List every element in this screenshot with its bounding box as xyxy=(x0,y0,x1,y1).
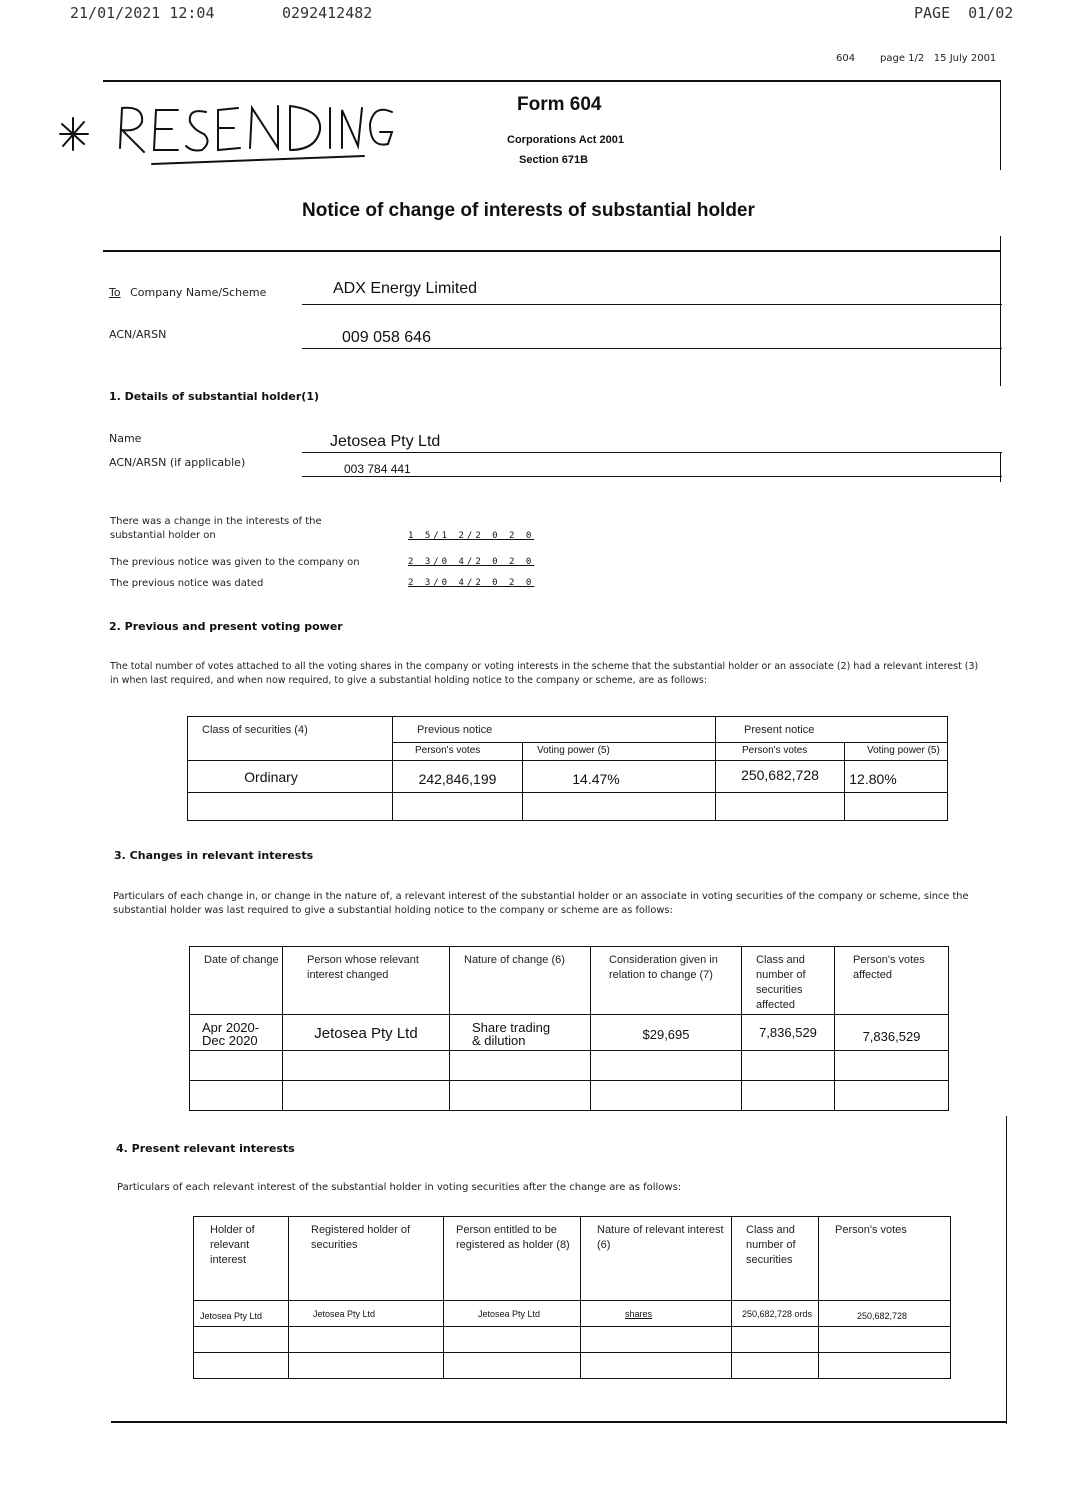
form-code: 604 xyxy=(836,53,856,64)
section3-intro-line2: substantial holder was last required to give a substantial holding notice to the company or scheme are as follows: xyxy=(113,905,673,916)
bottom-rule xyxy=(111,1421,1007,1423)
acn-label: ACN/ARSN xyxy=(109,328,167,341)
form-page-info: page 1/2 15 July 2001 xyxy=(880,53,997,64)
form-act: Corporations Act 2001 xyxy=(507,134,624,146)
holder-name-label: Name xyxy=(109,432,142,445)
ch-class-number: 7,836,529 xyxy=(742,1015,835,1051)
vp-col-previous: Previous notice xyxy=(393,717,716,743)
pi-class-number: 250,682,728 ords xyxy=(732,1301,819,1327)
ch-row-empty-1 xyxy=(190,1051,949,1081)
pi-row-empty-1 xyxy=(194,1327,951,1353)
ch-row-empty-2 xyxy=(190,1081,949,1111)
holder-acn-underline xyxy=(302,476,1002,477)
vp-col-pres-power: Voting power (5) xyxy=(845,743,948,761)
section1-title: 1. Details of substantial holder(1) xyxy=(109,390,320,403)
vp-col-present: Present notice xyxy=(716,717,948,743)
ch-col-class-number: Class and number of securities affected xyxy=(742,947,835,1015)
pi-col-nature: Nature of relevant interest (6) xyxy=(581,1217,732,1301)
fax-number: 0292412482 xyxy=(282,4,373,22)
right-frame-s1 xyxy=(1000,452,1001,482)
vp-class: Ordinary xyxy=(188,761,393,793)
vp-col-class: Class of securities (4) xyxy=(188,717,393,761)
ch-consideration: $29,695 xyxy=(591,1015,742,1051)
holder-name-underline xyxy=(302,452,1002,453)
form-title: Form 604 xyxy=(517,94,602,115)
pi-nature: shares xyxy=(581,1301,732,1327)
pi-col-entitled: Person entitled to be registered as holder (8) xyxy=(444,1217,581,1301)
to-prefix: To xyxy=(109,286,121,299)
heading-rule xyxy=(103,250,1001,252)
pi-row xyxy=(194,1301,951,1327)
pi-col-holder: Holder of relevant interest xyxy=(194,1217,289,1301)
change-date: 1 5/1 2/2 0 2 0 xyxy=(408,531,535,541)
section3-intro xyxy=(113,890,993,918)
ch-date: Apr 2020- Dec 2020 xyxy=(190,1015,283,1051)
fax-datetime: 21/01/2021 12:04 xyxy=(70,4,215,22)
ch-votes: 7,836,529 xyxy=(835,1015,949,1051)
change-label-1: There was a change in the interests of the xyxy=(110,516,322,527)
vp-row xyxy=(188,761,948,793)
change-label-2: substantial holder on xyxy=(110,530,216,541)
section4-intro: Particulars of each relevant interest of the substantial holder in voting securities after the change are as follows: xyxy=(117,1182,682,1193)
pi-entitled: Jetosea Pty Ltd xyxy=(444,1301,581,1327)
vp-row-empty xyxy=(188,793,948,821)
section3-title: 3. Changes in relevant interests xyxy=(114,849,314,862)
fax-page: PAGE 01/02 xyxy=(914,4,1014,22)
section2-title: 2. Previous and present voting power xyxy=(109,620,343,633)
pi-col-registered: Registered holder of securities xyxy=(289,1217,444,1301)
prev-given-label: The previous notice was given to the company on xyxy=(110,557,360,568)
holder-name-value: Jetosea Pty Ltd xyxy=(330,433,441,450)
prev-dated-label: The previous notice was dated xyxy=(110,578,264,589)
ch-col-nature: Nature of change (6) xyxy=(450,947,591,1015)
vp-col-pres-votes: Person's votes xyxy=(716,743,845,761)
ch-col-person: Person whose relevant interest changed xyxy=(283,947,450,1015)
vp-pres-votes: 250,682,728 xyxy=(716,761,845,793)
holder-acn-value: 003 784 441 xyxy=(344,462,411,476)
top-rule xyxy=(103,80,1001,82)
company-underline xyxy=(302,304,1002,305)
vp-prev-power: 14.47% xyxy=(523,761,716,793)
section2-intro-line2: in when last required, and when now required, to give a substantial holding notice to the company or scheme, are as follows: xyxy=(110,675,708,686)
to-company-row xyxy=(109,286,266,299)
prev-dated-date: 2 3/0 4/2 0 2 0 xyxy=(408,578,535,588)
resending-handwriting-drawing xyxy=(58,92,398,178)
pi-col-votes: Person's votes xyxy=(819,1217,951,1301)
vp-prev-votes: 242,846,199 xyxy=(393,761,523,793)
voting-power-table xyxy=(187,716,948,821)
right-frame-bottom xyxy=(1006,1116,1007,1424)
ch-col-votes: Person's votes affected xyxy=(835,947,949,1015)
acn-underline xyxy=(302,348,1002,349)
pi-col-class-number: Class and number of securities xyxy=(732,1217,819,1301)
ch-row xyxy=(190,1015,949,1051)
acn-value: 009 058 646 xyxy=(342,329,431,346)
changes-table xyxy=(189,946,949,1111)
page-heading: Notice of change of interests of substantial holder xyxy=(302,200,755,221)
pi-holder: Jetosea Pty Ltd xyxy=(194,1301,289,1327)
section3-intro-line1: Particulars of each change in, or change in the nature of, a relevant interest of the substantial holder or an associate in voting securities of the company or scheme, since the xyxy=(113,891,969,902)
ch-col-consideration: Consideration given in relation to change (7) xyxy=(591,947,742,1015)
ch-nature: Share trading & dilution xyxy=(450,1015,591,1051)
section2-intro-line1: The total number of votes attached to all the voting shares in the company or voting interests in the scheme that the substantial holder or an associate (2) had a relevant interest (3) xyxy=(110,661,979,672)
company-value: ADX Energy Limited xyxy=(333,280,478,297)
pi-registered: Jetosea Pty Ltd xyxy=(289,1301,444,1327)
vp-col-prev-power: Voting power (5) xyxy=(523,743,716,761)
vp-pres-power: 12.80% xyxy=(845,761,948,793)
holder-acn-label: ACN/ARSN (if applicable) xyxy=(109,456,246,469)
vp-col-prev-votes: Person's votes xyxy=(393,743,523,761)
pi-row-empty-2 xyxy=(194,1353,951,1379)
ch-col-date: Date of change xyxy=(190,947,283,1015)
pi-votes: 250,682,728 xyxy=(819,1301,951,1327)
prev-given-date: 2 3/0 4/2 0 2 0 xyxy=(408,557,535,567)
company-label: Company Name/Scheme xyxy=(130,286,267,299)
section2-intro xyxy=(110,660,1010,688)
right-frame-mid xyxy=(1000,236,1001,386)
handwritten-resending-note xyxy=(58,92,398,178)
section4-title: 4. Present relevant interests xyxy=(116,1142,295,1155)
right-frame-top xyxy=(1000,80,1001,170)
form-section: Section 671B xyxy=(519,154,589,166)
present-interests-table xyxy=(193,1216,951,1379)
ch-person: Jetosea Pty Ltd xyxy=(283,1015,450,1051)
